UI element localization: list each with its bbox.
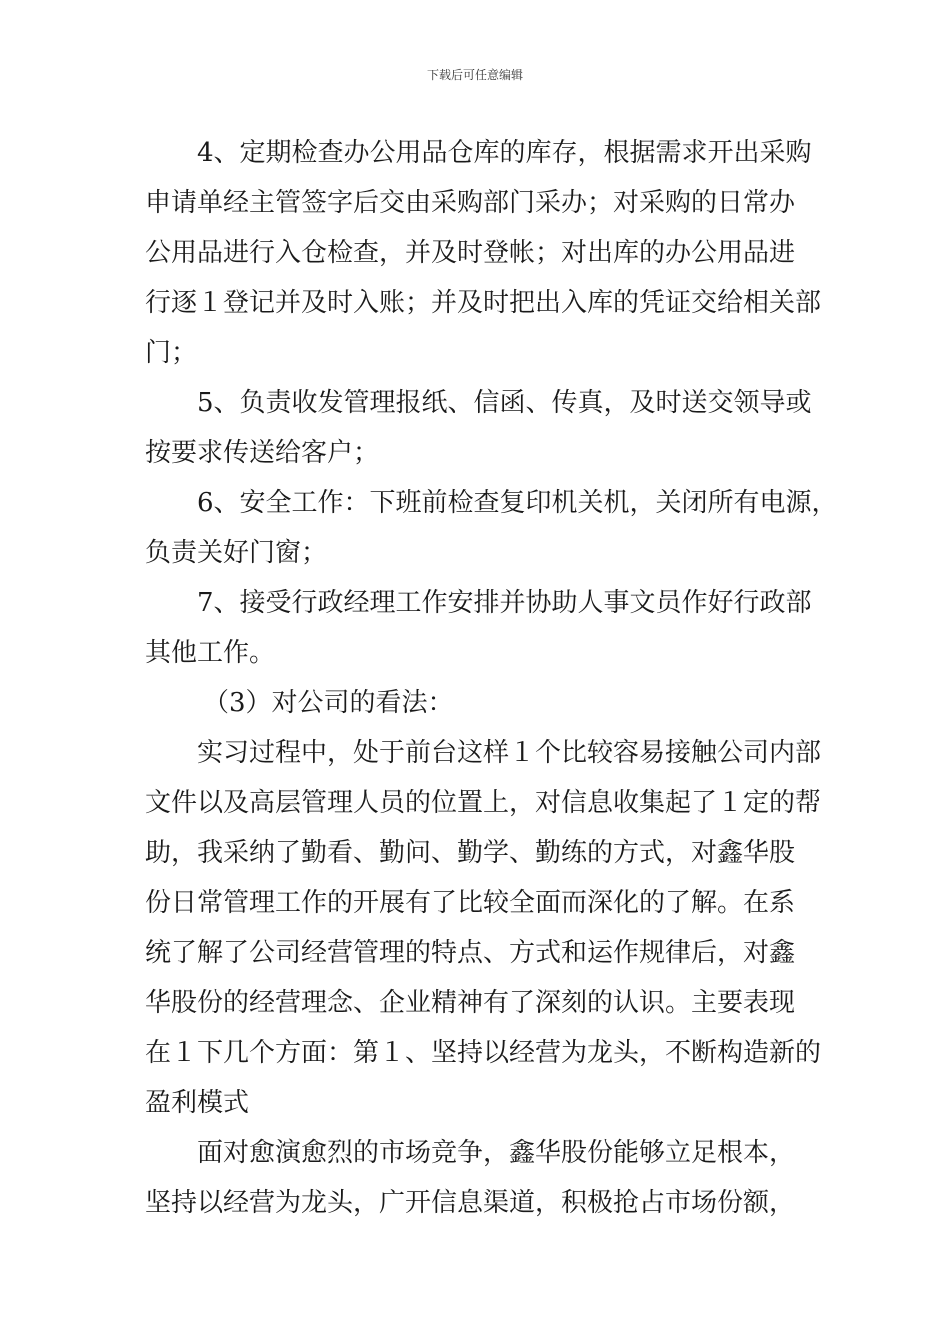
document-body: [145, 128, 838, 1228]
paragraph-competition: [145, 1128, 835, 1228]
paragraph-item-6: [145, 478, 838, 578]
section-heading: [145, 678, 835, 728]
text-line: 门；: [145, 338, 198, 368]
text-line: 华股份的经营理念、企业精神有了深刻的认识。主要表现: [145, 988, 796, 1018]
paragraph-internship: [145, 728, 835, 1128]
text-line: 份日常管理工作的开展有了比较全面而深化的了解。在系: [145, 888, 796, 918]
text-line: 负责关好门窗；: [145, 538, 328, 568]
text-line: 实习过程中，处于前台这样１个比较容易接触公司内部: [197, 738, 822, 768]
text-line: 其他工作。: [145, 638, 276, 668]
text-line: （3）对公司的看法：: [203, 688, 454, 718]
paragraph-item-4: [145, 128, 835, 378]
text-line: 盈利模式: [145, 1088, 250, 1118]
text-line: 行逐１登记并及时入账；并及时把出入库的凭证交给相关部: [145, 288, 822, 318]
text-line: 公用品进行入仓检查，并及时登帐；对出库的办公用品进: [145, 238, 796, 268]
text-line: 坚持以经营为龙头，广开信息渠道，积极抢占市场份额，: [145, 1188, 796, 1218]
text-line: 统了解了公司经营管理的特点、方式和运作规律后，对鑫: [145, 938, 796, 968]
text-line: 面对愈演愈烈的市场竞争，鑫华股份能够立足根本，: [197, 1138, 796, 1168]
text-line: 按要求传送给客户；: [145, 438, 380, 468]
text-line: 在１下几个方面：第１、坚持以经营为龙头，不断构造新的: [145, 1038, 822, 1068]
text-line: 7、接受行政经理工作安排并协助人事文员作好行政部: [197, 588, 812, 618]
text-line: 助，我采纳了勤看、勤问、勤学、勤练的方式，对鑫华股: [145, 838, 796, 868]
page-header: 下载后可任意编辑: [426, 68, 523, 82]
paragraph-item-7: [145, 578, 835, 678]
text-line: 5、负责收发管理报纸、信函、传真，及时送交领导或: [197, 388, 812, 418]
text-line: 文件以及高层管理人员的位置上，对信息收集起了１定的帮: [145, 788, 822, 818]
text-line: 申请单经主管签字后交由采购部门采办；对采购的日常办: [145, 188, 796, 218]
text-line: 6、安全工作：下班前检查复印机关机，关闭所有电源，: [197, 488, 838, 518]
text-line: 4、定期检查办公用品仓库的库存，根据需求开出采购: [197, 138, 812, 168]
paragraph-item-5: [145, 378, 835, 478]
